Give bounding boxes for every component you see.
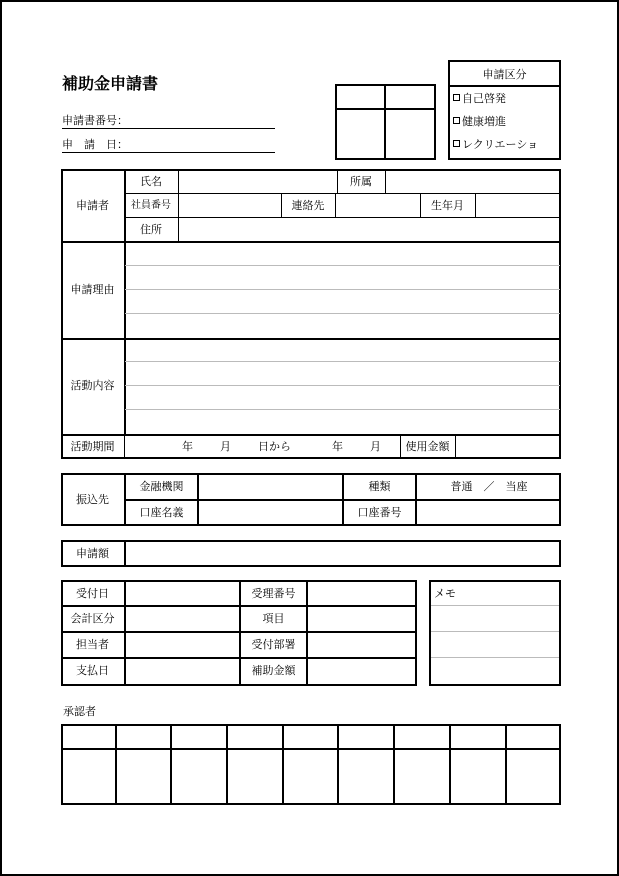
applicant-section-label: 申請者 [76,199,109,212]
account-type-value[interactable]: 普通 ／ 当座 [450,480,528,493]
account-holder-label: 口座名義 [139,506,184,519]
approver-stamp-cell[interactable] [339,750,393,803]
approver-stamp-cell[interactable] [451,750,505,803]
person-in-charge-field[interactable] [126,633,239,657]
payment-date-field[interactable] [126,659,239,684]
address-label: 住所 [140,223,162,236]
bank-field[interactable] [199,475,342,499]
period-year2: 年 [332,440,343,453]
requested-amount-label: 申請額 [76,547,109,560]
birth-field[interactable] [476,194,560,217]
contact-field[interactable] [336,194,420,217]
category-option-recreation[interactable]: レクリエーショ [453,138,538,151]
received-date-label: 受付日 [76,587,109,600]
period-day-from: 日から [258,440,291,453]
approver-stamp-cell[interactable] [284,750,337,803]
transfer-section-label: 振込先 [76,493,109,506]
receipt-no-field[interactable] [308,582,415,605]
approver-stamp-cell[interactable] [228,750,282,803]
form-title: 補助金申請書 [62,74,159,93]
account-type-label: 種類 [368,480,391,493]
received-date-field[interactable] [126,582,239,605]
name-label: 氏名 [140,175,162,188]
period-month2: 月 [370,440,381,453]
approver-stamp-cell[interactable] [172,750,226,803]
subsidy-amount-field[interactable] [308,659,415,684]
approvers-label: 承認者 [63,705,96,718]
memo-label: メモ [434,587,456,600]
reason-field[interactable] [125,243,560,338]
category-option-self-development[interactable]: 自己啓発 [453,92,506,105]
employee-no-field[interactable] [179,194,281,217]
birth-label: 生年月 [431,199,464,212]
account-holder-field[interactable] [199,501,342,524]
receiving-dept-label: 受付部署 [251,638,296,651]
period-year1: 年 [182,440,193,453]
application-number-line[interactable] [62,128,275,129]
address-field[interactable] [179,218,560,241]
person-in-charge-label: 担当者 [76,638,109,651]
name-field[interactable] [179,170,337,193]
reason-label: 申請理由 [70,283,115,296]
requested-amount-field[interactable] [126,542,559,565]
bank-label: 金融機関 [139,480,184,493]
approver-stamp-cell[interactable] [507,750,559,803]
payment-date-label: 支払日 [76,664,109,677]
application-number-label: 申請書番号： [62,114,128,127]
receiving-dept-field[interactable] [308,633,415,657]
amount-used-label: 使用金額 [405,440,450,453]
department-field[interactable] [386,170,560,193]
account-no-field[interactable] [417,501,560,524]
period-label: 活動期間 [70,440,115,453]
activity-label: 活動内容 [70,379,115,392]
category-label: 申請区分 [482,68,527,81]
account-no-label: 口座番号 [357,506,402,519]
department-label: 所属 [350,175,372,188]
checkbox-icon[interactable] [453,140,460,147]
activity-field[interactable] [125,340,560,434]
checkbox-icon[interactable] [453,94,460,101]
application-date-line[interactable] [62,152,275,153]
application-date-label: 申 請 日： [62,138,128,151]
period-month1: 月 [220,440,231,453]
amount-used-field[interactable] [456,435,560,458]
employee-no-label: 社員番号 [131,200,171,211]
item-field[interactable] [308,607,415,631]
accounting-category-field[interactable] [126,607,239,631]
category-option-health[interactable]: 健康増進 [453,115,506,128]
item-label: 項目 [262,612,285,625]
subsidy-amount-label: 補助金額 [251,664,296,677]
checkbox-icon[interactable] [453,117,460,124]
accounting-category-label: 会計区分 [70,612,115,625]
approver-stamp-cell[interactable] [63,750,115,803]
approver-stamp-cell[interactable] [117,750,170,803]
contact-label: 連絡先 [291,199,325,212]
receipt-no-label: 受理番号 [251,587,296,600]
approver-stamp-cell[interactable] [395,750,449,803]
